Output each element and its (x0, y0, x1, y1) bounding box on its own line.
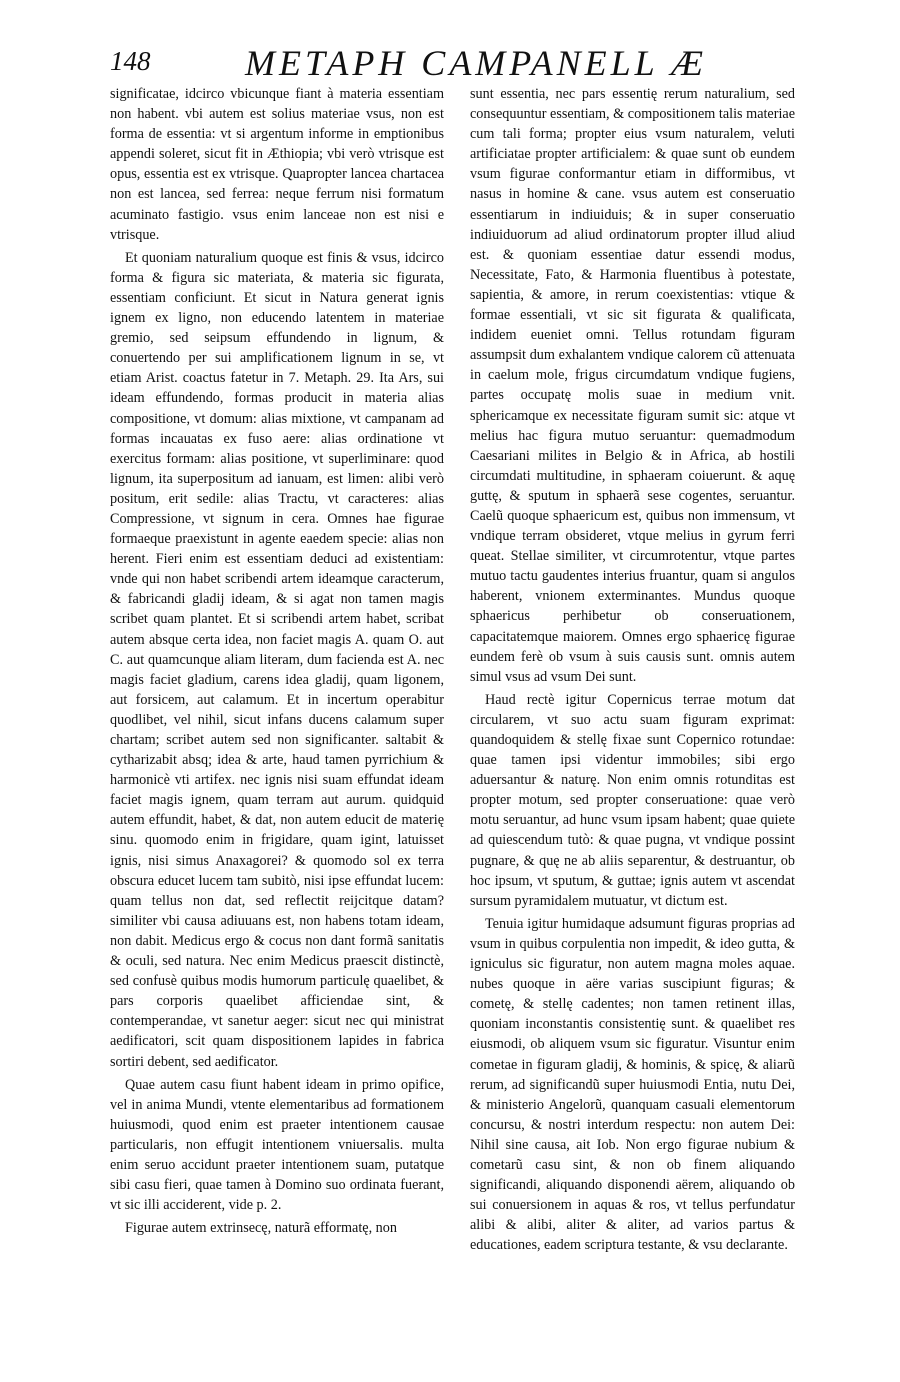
right-column (470, 84, 795, 1258)
paragraph: Figurae autem extrinsecę, naturã efformatę, non (125, 1220, 397, 1237)
page-header (110, 38, 790, 88)
running-title: METAPH CAMPANELL Æ (245, 43, 708, 83)
paragraph: Tenuia igitur humidaque adsumunt figuras proprias ad vsum in quibus corpulentia non impedit, & ideo gutta, & igniculus sic figuratur, non autem magna moles aquae. nubes quoque in aëre varias suscipiunt figuras; & cometę, & stellę cadentes; non tamen retinent illas, quoniam inconstantis consistentię sunt. & quaelibet res eiusmodi, ob aliquem vsum sic figuratur. Visuntur enim cometae in figuram gladij, & hominis, & spicę, & aliarũ rerum, ad significandũ super huiusmodi Entia, nutu Dei, & ministerio Angelorũ, quanquam casuali elementorum concursu, & nostri interdum respectu: non autem Dei: Nihil sine causa, ait Iob. Non ergo figurae nubium & cometarũ casu sint, & non ob finem aliquando significandi, aliquando disponendi aërem, aliquando ob sui conuersionem in aquas & ros, vt tellus perfundatur alibi & alibi, aliter & aliter, ad varios partus & educationes, eadem scriptura testante, & vsu declarante. (470, 915, 795, 1254)
paragraph: sunt essentia, nec pars essentię rerum naturalium, sed consequuntur essentiam, & compositionem talis materiae cum tali forma; propter eius vsum naturalem, veluti artificiatae propter artificialem: & quae sunt ob eundem vsum figurae conformantur etiam in difformibus, vt nasus in homine & cane. vsus autem est conseruatio essentiarum in indiuiduis; & in super conseruatio indiuiduorum ad aliud ordinatorum propter illud aliud est. & quoniam essentiae datur essendi modus, Necessitate, Fato, & Harmonia fluentibus à potestate, sapientia, & amore, in rerum coexistentias: vtique & formae essentiali, vt sic sit figurata & qualificata, indidem eueniet omni. Tellus rotundam figuram assumpsit dum exhalantem vndique calorem cũ attenuata in caelum mole, frigus circumdatum vndique fugiens, partes occupatę molis suae in medium vnit. sphericamque ex necessitate figuram sumit sic: atque vt melius hac figura mutuo seruantur: quemadmodum Caesariani milites in Belgio & in Africa, ab hostili circumdati multitudine, in sphaeram coiuerunt. & aquę guttę, & sputum in sphaerã sese cogentes, seruantur. Caelũ quoque sphaericum est, quibus non immensum, vt vndique terram obsideret, vtque melius in gyrum ferri queat. Stellae similiter, vt circumrotentur, vtque partes mutuo tactu gaudentes interius fruantur, quam si angulos haberent, vnionem exterminantes. Mundus quoque sphaericus perhibetur ob conseruationem, capacitatemque maiorem. Omnes ergo sphaericę figurae eundem ferè ob vsum à suis causis sunt. omnis autem simul vsus ad vsum Dei sunt. (470, 86, 795, 685)
page-number: 148 (110, 46, 151, 76)
paragraph: significatae, idcirco vbicunque fiant à materia essentiam non habent. vbi autem est solius materiae vsus, non est forma de essentia: vt si argentum informe in emptionibus appendi soleret, sicut fit in Æthiopia; vbi verò vtrisque est opus, essentia est ex vtrisque. Quapropter lancea chartacea non est lancea, sed ferrea: neque ferrum nisi formatum acuminato fastigio. vsus enim lanceae non est nisi e vtrisque. (110, 86, 444, 243)
paragraph: Et quoniam naturalium quoque est finis & vsus, idcirco forma & figura sic materiata, & materia sic figurata, essentiam conficiunt. Et sicut in Natura generat ignis ignem ex ligno, non educendo latentem in materiae gremio, sed seipsum effundendo in lignum, & conuertendo per sui amplificationem lignum in se, vt etiam Arist. coactus fatetur in 7. Metaph. 29. Ita Ars, sui ideam effundendo, formas producit in materia alias compositione, vt domum: alias mixtione, vt campanam ad formas incauatas ex fuso aere: alias ordinatione vt exercitus formam: alias positione, vt superliminare: quod lignum, ita superpositum ad ianuam, est limen: alibi verò positum, erit sedile: alias Tractu, vt caracteres: alias Compressione, vt signum in cera. Omnes hae figurae formaeque praexistunt in agente eaedem specie: alias non herent. Fieri enim est essentiam deduci ad existentiam: vnde qui non habet scribendi artem ideamque caracterum, & fabricandi gladij ideam, & si agat non tamen magis scribet quam plantet. Et si scribendi artem habet, scribat autem absque certa idea, non faciet magis A. quam O. aut C. aut quamcunque aliam literam, dum facienda est A. nec magis faciet gladium, carens idea gladij, quam ligonem, aut forsicem, aut calamum. Et in incertum operabitur quodlibet, vel nihil, sicut infans ducens calamum super chartam; scribet autem sed non significanter. saltabit & cytharizabit absq; idea & arte, haud tamen pyrrichium & harmonicè vti artifex. nec ignis nisi suam effundat ideam faciet magis ignem, quam terram aut aurum. quidquid autem effundit, habet, & dat, non autem educit de materię sinu. quomodo enim in frigidare, quam igint, latuisset ignis, nisi simus Anaxagorei? & quomodo sol ex terra obscura educet lucem tam subitò, nisi ipse effundat lucem: quam tellus non dat, sed reflectit reijcitque datam? similiter vbi causa adiuuans est, non habens totam ideam, non dabit. Medicus ergo & cocus non dant formã sanitatis & oculi, sed natura. Nec enim Medicus praescit distinctè, sed confusè quibus modis humorum particulę quaelibet, & pars corporis quaelibet afficiendae sint, & contemperandae, vt sanetur aeger: sicut nec qui ministrat aedificatori, scit quam dispositionem lapides in fabrica sortiri debent, sed aedificator. (110, 249, 444, 1070)
left-column (110, 84, 444, 1241)
paragraph: Quae autem casu fiunt habent ideam in primo opifice, vel in anima Mundi, vtente elementaribus ad formationem huiusmodi, quod enim est praeter intentionem causae particularis, non effugit intentionem vniuersalis. multa enim seruo accidunt praeter intentionem suam, putatque sibi casu fieri, quae tamen à Domino suo ordinata fuerant, vt sic illi acciderent, vide p. 2. (110, 1076, 444, 1214)
paragraph: Haud rectè igitur Copernicus terrae motum dat circularem, vt suo actu suam figuram exprimat: quandoquidem & stellę fixae sunt Copernico rotundae: quae tamen ipsi videntur immobiles; sibi ergo aduersantur & naturę. Non enim omnis rotunditas est propter motum, sed propter conseruatione: quae verò motu seruantur, ad hunc vsum ipsam habent; quae quiete ad quiescendum tutò: & quae pugna, vt vndique possint pugnare, & quę ne ab aliis separentur, & destruantur, ob hoc ipsum, vt sputum, & guttae; ignis autem vt ascendat sursum pyramidalem mutuatur, vt dictum est. (470, 691, 795, 909)
